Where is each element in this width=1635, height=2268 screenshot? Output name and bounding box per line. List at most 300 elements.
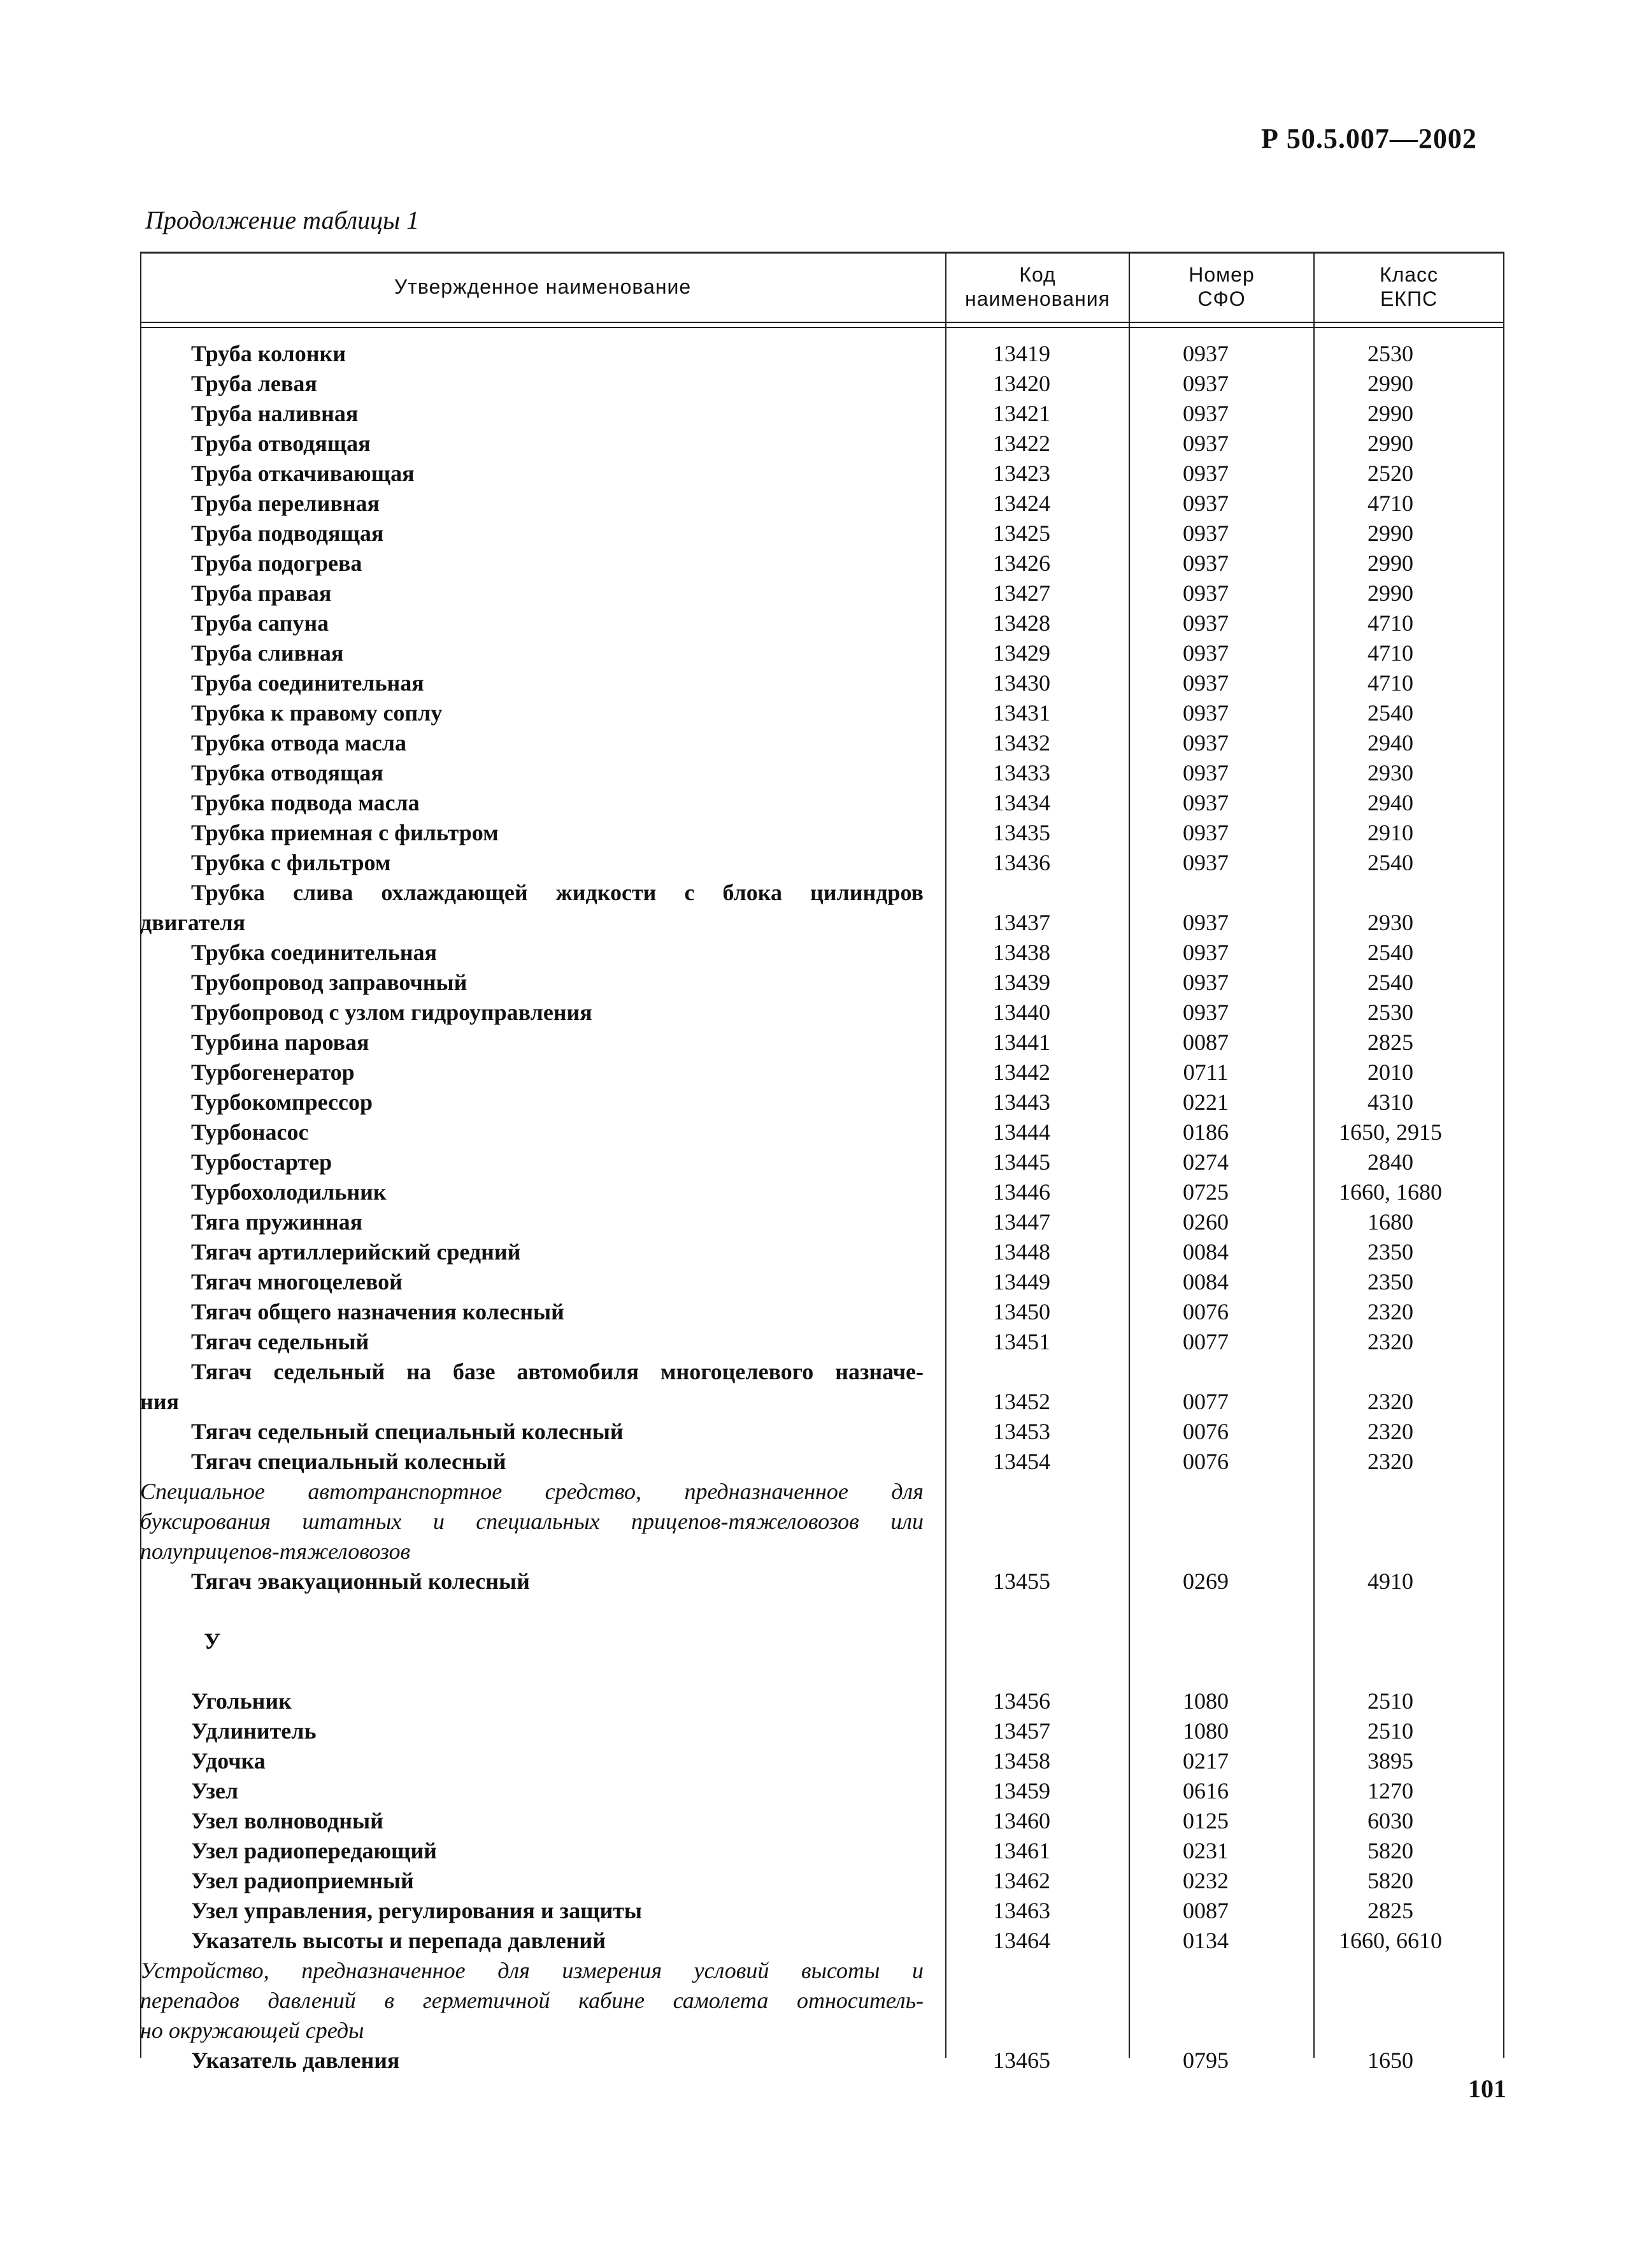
name-cell [140,1447,930,1477]
table-row [140,369,1504,399]
name-cell [140,399,930,429]
code-cell: 13422 [993,431,1050,456]
ekps-cell: 2320 [1367,1449,1413,1474]
name-cell [140,938,930,968]
sfo-cell: 0937 [1183,760,1229,786]
header-rule-1 [140,322,1504,323]
sfo-cell: 0937 [1183,401,1229,426]
table-row [140,998,1504,1028]
table-row [140,519,1504,549]
table-row [140,638,1504,668]
item-name: Турбогенератор [191,1059,355,1085]
table-row [140,429,1504,459]
code-cell: 13431 [993,700,1050,726]
code-cell: 13452 [993,1389,1050,1414]
ekps-cell: 2510 [1367,1718,1413,1744]
code-cell: 13444 [993,1119,1050,1145]
table-row [140,1806,1504,1836]
code-cell: 13427 [993,580,1050,606]
table-row [140,489,1504,519]
item-name: Труба переливная [191,491,380,516]
sfo-cell: 0725 [1183,1179,1229,1205]
value-cells [930,429,1504,459]
table-row [140,1866,1504,1896]
item-name: Указатель высоты и перепада давлений [191,1928,606,1953]
table-row [140,938,1504,968]
item-name: Труба сливная [191,640,344,666]
sfo-cell: 0937 [1183,580,1229,606]
sfo-cell: 0186 [1183,1119,1229,1145]
value-cells [930,1087,1504,1117]
code-cell: 13428 [993,610,1050,636]
header-ekps [1315,252,1503,322]
sfo-cell: 1080 [1183,1688,1229,1714]
name-cell [140,1896,930,1926]
item-name: Труба отводящая [191,431,371,456]
code-cell: 13424 [993,491,1050,516]
table-row [140,1357,1504,1417]
code-cell: 13419 [993,341,1050,366]
description-line: Устройство, предназначенное для измерения условий высоты и [140,1958,924,1983]
item-name: Трубопровод с узлом гидроуправления [191,1000,592,1025]
sfo-cell: 0937 [1183,371,1229,396]
value-cells [930,1716,1504,1746]
item-name: Тягач эвакуационный колесный [191,1568,530,1594]
table-row [140,1686,1504,1716]
sfo-cell: 0937 [1183,670,1229,696]
item-name: Тягач седельный специальный колесный [191,1419,624,1444]
name-cell [140,1357,930,1417]
item-name: Трубка отвода масла [191,730,406,756]
value-cells [930,698,1504,728]
table-row [140,459,1504,489]
header-name-text: Утвержденное наименование [394,275,692,298]
ekps-cell: 2930 [1367,910,1413,935]
item-name: Трубка приемная с фильтром [191,820,499,845]
ekps-cell: 1650 [1367,2048,1413,2073]
item-name: Тягач седельный [191,1329,369,1354]
sfo-cell: 0937 [1183,730,1229,756]
document-code: Р 50.5.007—2002 [1261,123,1477,154]
name-cell [140,758,930,788]
ekps-cell: 2520 [1367,461,1413,486]
code-cell: 13442 [993,1059,1050,1085]
ekps-cell: 1680 [1367,1209,1413,1235]
item-name: Трубопровод заправочный [191,970,468,995]
item-name: Трубка отводящая [191,760,383,786]
item-name: Тягач общего назначения колесный [191,1299,564,1324]
name-cell [140,1237,930,1267]
table-row [140,1087,1504,1117]
code-cell: 13457 [993,1718,1050,1744]
code-cell: 13445 [993,1149,1050,1175]
ekps-cell: 1650, 2915 [1339,1119,1442,1145]
name-cell [140,1267,930,1297]
item-name: Труба соединительная [191,670,424,696]
code-cell: 13454 [993,1449,1050,1474]
sfo-cell: 0260 [1183,1209,1229,1235]
item-name: Труба подогрева [191,550,362,576]
table-row [140,1716,1504,1746]
item-name: Узел [191,1778,239,1804]
name-cell [140,1776,930,1806]
value-cells [930,968,1504,998]
table-row [140,848,1504,878]
code-cell: 13433 [993,760,1050,786]
description-line: перепадов давлений в герметичной кабине самолета относитель- [140,1988,924,2013]
item-name: Труба откачивающая [191,461,415,486]
code-cell: 13436 [993,850,1050,875]
header-ekps-line2: ЕКПС [1380,287,1438,310]
code-cell: 13453 [993,1419,1050,1444]
item-name: Трубка слива охлаждающей жидкости с блока цилиндров [191,880,924,905]
item-name: Труба колонки [191,341,346,366]
table-row [140,1956,1504,2076]
sfo-cell: 1080 [1183,1718,1229,1744]
code-cell: 13459 [993,1778,1050,1804]
item-name: Турбокомпрессор [191,1089,373,1115]
item-name: Тяга пружинная [191,1209,363,1235]
name-cell [140,1207,930,1237]
header-sfo [1130,252,1313,322]
ekps-cell: 2540 [1367,970,1413,995]
sfo-cell: 0125 [1183,1808,1229,1834]
sfo-cell: 0937 [1183,850,1229,875]
name-cell [140,369,930,399]
code-cell: 13460 [993,1808,1050,1834]
ekps-cell: 3895 [1367,1748,1413,1774]
table-row [140,1327,1504,1357]
name-cell [140,1028,930,1058]
value-cells [930,519,1504,549]
name-cell [140,1087,930,1117]
sfo-cell: 0084 [1183,1269,1229,1295]
code-cell: 13446 [993,1179,1050,1205]
table-row [140,549,1504,578]
item-name: Удлинитель [191,1718,317,1744]
table-row [140,1207,1504,1237]
table-row [140,758,1504,788]
table-row [140,698,1504,728]
description-line: полуприцепов-тяжеловозов [140,1539,411,1564]
value-cells [930,998,1504,1028]
header-rule-2 [140,327,1504,328]
name-cell [140,1417,930,1447]
item-name: Тягач артиллерийский средний [191,1239,521,1265]
value-cells [930,788,1504,818]
code-cell: 13448 [993,1239,1050,1265]
value-cells [930,399,1504,429]
table-row [140,1058,1504,1087]
sfo-cell: 0937 [1183,640,1229,666]
table-row [140,968,1504,998]
section-letter-row [140,1597,1504,1686]
sfo-cell: 0274 [1183,1149,1229,1175]
name-cell [140,728,930,758]
code-cell: 13465 [993,2048,1050,2073]
ekps-cell: 2530 [1367,1000,1413,1025]
table-row [140,608,1504,638]
table-row [140,818,1504,848]
ekps-cell: 4710 [1367,670,1413,696]
name-cell [140,698,930,728]
item-name: Узел радиоприемный [191,1868,414,1893]
sfo-cell: 0711 [1183,1059,1229,1085]
sfo-cell: 0217 [1183,1748,1229,1774]
ekps-cell: 4710 [1367,610,1413,636]
value-cells [930,1237,1504,1267]
code-cell: 13440 [993,1000,1050,1025]
table-row [140,578,1504,608]
item-name: Угольник [191,1688,292,1714]
code-cell: 13426 [993,550,1050,576]
sfo-cell: 0937 [1183,820,1229,845]
ekps-cell: 2530 [1367,341,1413,366]
name-cell [140,968,930,998]
name-cell [140,459,930,489]
item-name: Тягач специальный колесный [191,1449,506,1474]
sfo-cell: 0937 [1183,520,1229,546]
value-cells [930,1686,1504,1716]
code-cell: 13437 [993,910,1050,935]
ekps-cell: 2990 [1367,371,1413,396]
code-cell: 13420 [993,371,1050,396]
description-line: Специальное автотранспортное средство, предназначенное для [140,1479,924,1504]
code-cell: 13451 [993,1329,1050,1354]
code-cell: 13434 [993,790,1050,815]
name-cell [140,1956,930,2076]
ekps-cell: 2510 [1367,1688,1413,1714]
value-cells [930,1147,1504,1177]
table-body [140,339,1504,2076]
value-cells [930,1567,1504,1597]
code-cell: 13450 [993,1299,1050,1324]
value-cells [930,1926,1504,1956]
sfo-cell: 0937 [1183,700,1229,726]
page-number: 101 [1468,2074,1506,2103]
item-name: Узел радиопередающий [191,1838,437,1863]
value-cells [930,578,1504,608]
name-cell [140,1477,930,1597]
name-cell [140,848,930,878]
code-cell: 13456 [993,1688,1050,1714]
item-name: Труба сапуна [191,610,329,636]
item-name: Труба подводящая [191,520,384,546]
name-cell [140,1147,930,1177]
ekps-cell: 4910 [1367,1568,1413,1594]
item-name: Турбостартер [191,1149,332,1175]
sfo-cell: 0616 [1183,1778,1229,1804]
ekps-cell: 2825 [1367,1898,1413,1923]
name-cell [140,788,930,818]
value-cells [930,489,1504,519]
code-cell: 13421 [993,401,1050,426]
sfo-cell: 0795 [1183,2048,1229,2073]
table-row [140,1836,1504,1866]
name-cell [140,1058,930,1087]
item-name: Указатель давления [191,2048,400,2073]
ekps-cell: 2825 [1367,1030,1413,1055]
ekps-cell: 1660, 1680 [1339,1179,1442,1205]
code-cell: 13443 [993,1089,1050,1115]
item-name: Трубка соединительная [191,940,437,965]
table-row [140,399,1504,429]
item-name: Узел управления, регулирования и защиты [191,1898,643,1923]
ekps-cell: 2840 [1367,1149,1413,1175]
value-cells [930,1058,1504,1087]
item-name: Трубка к правому соплу [191,700,443,726]
ekps-cell: 1270 [1367,1778,1413,1804]
sfo-cell: 0937 [1183,610,1229,636]
table-row [140,1117,1504,1147]
table-row [140,668,1504,698]
code-cell: 13423 [993,461,1050,486]
ekps-cell: 2940 [1367,730,1413,756]
sfo-cell: 0076 [1183,1299,1229,1324]
name-cell [140,549,930,578]
table-row [140,1177,1504,1207]
value-cells [930,1417,1504,1447]
item-name: Узел волноводный [191,1808,383,1834]
item-name: Турбохолодильник [191,1179,387,1205]
header-code-line2: наименования [965,287,1110,310]
item-name: Турбина паровая [191,1030,369,1055]
name-cell [140,1716,930,1746]
value-cells [930,1866,1504,1896]
name-cell [140,1686,930,1716]
name-cell [140,608,930,638]
table-row [140,1028,1504,1058]
value-cells [930,1327,1504,1357]
sfo-cell: 0231 [1183,1838,1229,1863]
header-sfo-line1: Номер [1189,262,1255,286]
value-cells [930,1207,1504,1237]
table-row [140,339,1504,369]
value-cells [930,339,1504,369]
code-cell: 13462 [993,1868,1050,1893]
item-name-continuation: двигателя [140,910,246,935]
name-cell [140,878,930,938]
sfo-cell: 0077 [1183,1389,1229,1414]
ekps-cell: 2990 [1367,431,1413,456]
header-name [140,252,945,322]
ekps-cell: 2540 [1367,940,1413,965]
item-name: Труба наливная [191,401,359,426]
sfo-cell: 0087 [1183,1898,1229,1923]
value-cells [930,1297,1504,1327]
data-table [140,252,1504,2073]
table-row [140,1267,1504,1297]
value-cells [930,608,1504,638]
item-name: Трубка с фильтром [191,850,391,875]
code-cell: 13458 [993,1748,1050,1774]
code-cell: 13429 [993,640,1050,666]
name-cell [140,1327,930,1357]
ekps-cell: 2320 [1367,1389,1413,1414]
code-cell: 13455 [993,1568,1050,1594]
code-cell: 13432 [993,730,1050,756]
sfo-cell: 0221 [1183,1089,1229,1115]
value-cells [930,1447,1504,1477]
ekps-cell: 4710 [1367,640,1413,666]
section-letter: У [204,1628,221,1654]
value-cells [930,2046,1504,2076]
item-name: Труба левая [191,371,317,396]
value-cells [930,459,1504,489]
name-cell [140,638,930,668]
sfo-cell: 0269 [1183,1568,1229,1594]
ekps-cell: 2990 [1367,580,1413,606]
value-cells [930,1177,1504,1207]
value-cells [930,728,1504,758]
name-cell [140,1177,930,1207]
table-row [140,1237,1504,1267]
name-cell [140,339,930,369]
value-cells [930,638,1504,668]
header-code-line1: Код [1019,262,1056,286]
name-cell [140,519,930,549]
sfo-cell: 0087 [1183,1030,1229,1055]
name-cell [140,818,930,848]
code-cell: 13439 [993,970,1050,995]
table-row [140,1477,1504,1597]
name-cell [140,1926,930,1956]
sfo-cell: 0937 [1183,550,1229,576]
name-cell [140,1836,930,1866]
ekps-cell: 2930 [1367,760,1413,786]
name-cell [140,1597,930,1686]
table-row [140,878,1504,938]
value-cells [930,1896,1504,1926]
item-name-continuation: ния [140,1389,179,1414]
sfo-cell: 0937 [1183,970,1229,995]
value-cells [930,549,1504,578]
ekps-cell: 2910 [1367,820,1413,845]
ekps-cell: 5820 [1367,1868,1413,1893]
name-cell [140,1746,930,1776]
sfo-cell: 0084 [1183,1239,1229,1265]
name-cell [140,668,930,698]
ekps-cell: 2350 [1367,1269,1413,1295]
value-cells [930,1117,1504,1147]
sfo-cell: 0937 [1183,431,1229,456]
ekps-cell: 2540 [1367,850,1413,875]
code-cell: 13430 [993,670,1050,696]
sfo-cell: 0134 [1183,1928,1229,1953]
table-caption: Продолжение таблицы 1 [145,206,420,234]
ekps-cell: 2350 [1367,1239,1413,1265]
ekps-cell: 2010 [1367,1059,1413,1085]
sfo-cell: 0937 [1183,910,1229,935]
sfo-cell: 0937 [1183,491,1229,516]
value-cells [930,1776,1504,1806]
ekps-cell: 2320 [1367,1419,1413,1444]
value-cells [930,818,1504,848]
sfo-cell: 0076 [1183,1419,1229,1444]
value-cells [930,1387,1504,1417]
header-code [946,252,1129,322]
name-cell [140,1866,930,1896]
item-name: Тягач многоцелевой [191,1269,403,1295]
ekps-cell: 2990 [1367,401,1413,426]
code-cell: 13463 [993,1898,1050,1923]
code-cell: 13461 [993,1838,1050,1863]
sfo-cell: 0076 [1183,1449,1229,1474]
code-cell: 13447 [993,1209,1050,1235]
description-line: но окружающей среды [140,2018,364,2043]
ekps-cell: 5820 [1367,1838,1413,1863]
table-row [140,1417,1504,1447]
